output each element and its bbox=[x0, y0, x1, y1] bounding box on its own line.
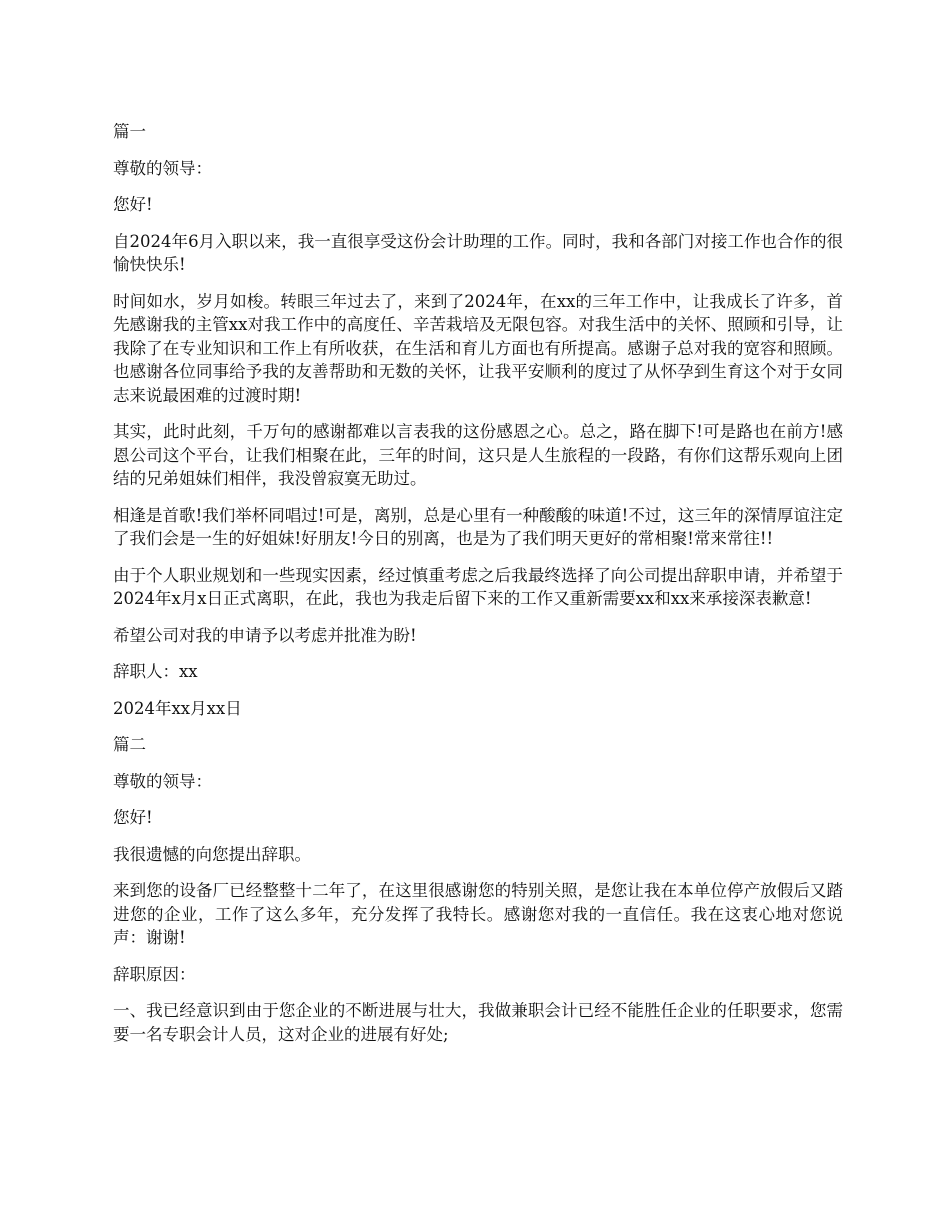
body-paragraph: 希望公司对我的申请予以考虑并批准为盼! bbox=[113, 625, 417, 645]
reasons-heading: 辞职原因： bbox=[113, 964, 196, 984]
body-paragraph: 由于个人职业规划和一些现实因素，经过慎重考虑之后我最终选择了向公司提出辞职申请，并希望于2024年x月x日正式离职，在此，我也为我走后留下来的工作又重新需要xx和xx来承接深表歉意! bbox=[113, 565, 843, 608]
section-heading-2: 篇二 bbox=[113, 735, 146, 754]
salutation-1: 尊敬的领导： bbox=[113, 158, 212, 178]
section-heading-1: 篇一 bbox=[113, 122, 146, 141]
date-line: 2024年xx月xx日 bbox=[113, 698, 242, 718]
document-page bbox=[113, 120, 843, 1059]
body-paragraph: 自2024年6月入职以来，我一直很享受这份会计助理的工作。同时，我和各部门对接工作也合作的很愉快快乐! bbox=[113, 231, 843, 274]
body-paragraph: 我很遗憾的向您提出辞职。 bbox=[113, 844, 311, 864]
body-paragraph: 时间如水，岁月如梭。转眼三年过去了，来到了2024年，在xx的三年工作中，让我成长了许多，首先感谢我的主管xx对我工作中的高度任、辛苦栽培及无限包容。对我生活中的关怀、照顾和引导，让我除了在专业知识和工作上有所收获，在生活和育儿方面也有所提高。感谢子总对我的宽容和照顾。也感谢各位同事给予我的友善帮助和无数的关怀，让我平安顺利的度过了从怀孕到生育这个对于女同志来说最困难的过渡时期! bbox=[113, 291, 843, 405]
greeting-2: 您好! bbox=[113, 808, 153, 827]
body-paragraph: 来到您的设备厂已经整整十二年了，在这里很感谢您的特别关照，是您让我在本单位停产放假后又踏进您的企业，工作了这么多年，充分发挥了我特长。感谢您对我的一直信任。我在这衷心地对您说声：谢谢! bbox=[113, 881, 843, 947]
salutation-2: 尊敬的领导： bbox=[113, 771, 212, 791]
body-paragraph: 一、我已经意识到由于您企业的不断进展与壮大，我做兼职会计已经不能胜任企业的任职要求，您需要一名专职会计人员，这对企业的进展有好处; bbox=[113, 1001, 843, 1044]
greeting-1: 您好! bbox=[113, 195, 153, 214]
body-paragraph: 相逢是首歌!我们举杯同唱过!可是，离别，总是心里有一种酸酸的味道!不过，这三年的深情厚谊注定了我们会是一生的好姐妹!好朋友!今日的别离，也是为了我们明天更好的常相聚!常来常往!! bbox=[113, 505, 843, 548]
signature-line: 辞职人：xx bbox=[113, 662, 198, 681]
body-paragraph: 其实，此时此刻，千万句的感谢都难以言表我的这份感恩之心。总之，路在脚下!可是路也在前方!感恩公司这个平台，让我们相聚在此，三年的时间，这只是人生旅程的一段路，有你们这帮乐观向上团结的兄弟姐妹们相伴，我没曾寂寞无助过。 bbox=[113, 422, 843, 488]
